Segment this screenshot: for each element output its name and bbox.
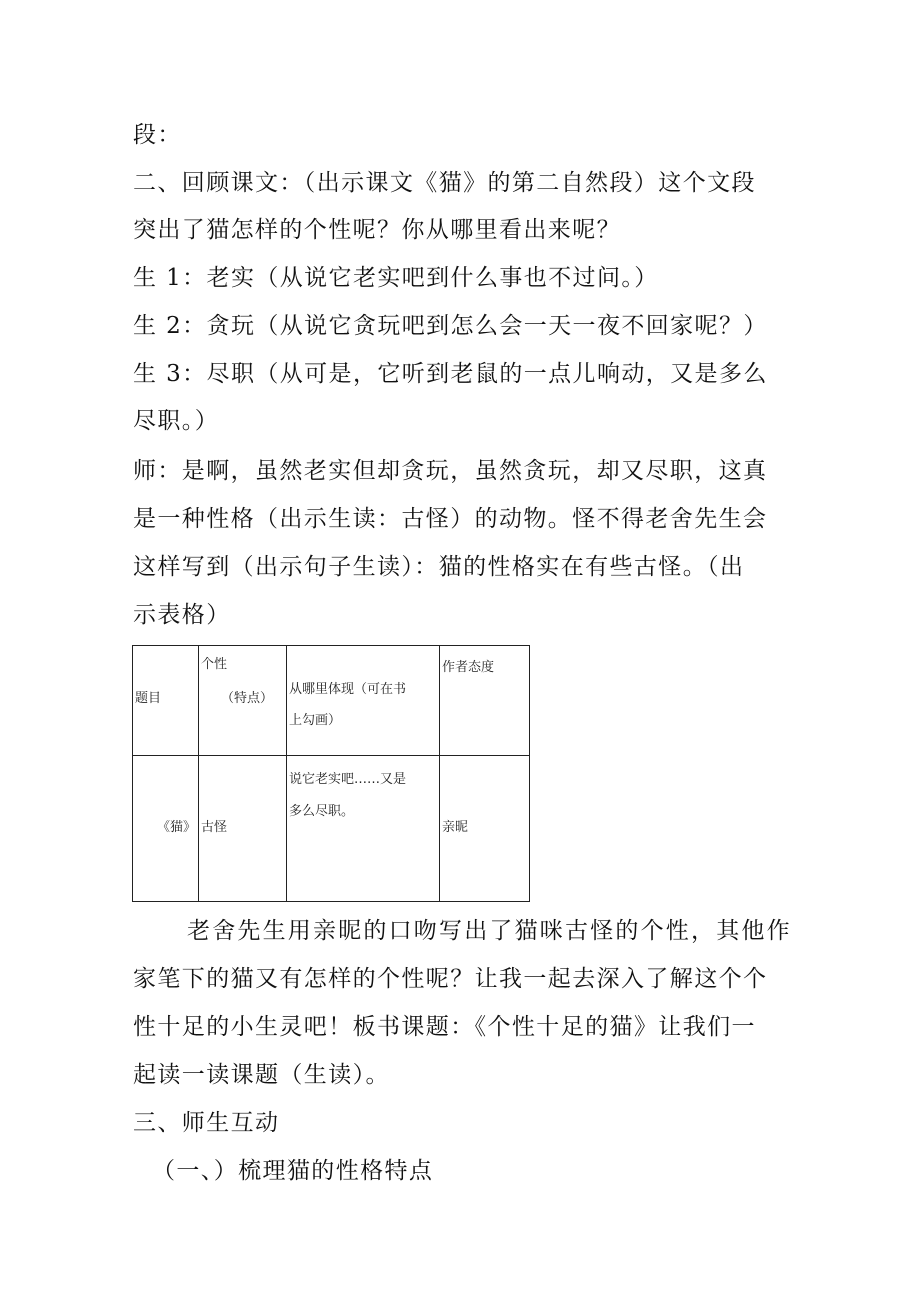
table-header-cell xyxy=(287,646,440,756)
table-cell xyxy=(440,756,530,902)
student-answer-2: 生 2：贪玩（从说它贪玩吧到怎么会一天一夜不回家呢？） xyxy=(133,313,768,339)
header-where-note: 上勾画） xyxy=(289,713,342,728)
paragraph-intro: 老舍先生用亲昵的口吻写出了猫咪古怪的个性，其他作 xyxy=(187,918,792,944)
section-heading-review: 二、回顾课文：（出示课文《猫》的第二自然段）这个文段 xyxy=(133,170,756,196)
table-header-cell xyxy=(199,646,287,756)
text-line: 突出了猫怎样的个性呢？你从哪里看出来呢？ xyxy=(133,217,621,243)
text-line: 示表格） xyxy=(133,602,231,628)
text-line: 是一种性格（出示生读：古怪）的动物。怪不得老舍先生会 xyxy=(133,506,768,532)
header-trait: 个性 xyxy=(201,657,228,672)
header-trait-note: （特点） xyxy=(221,691,274,706)
header-title: 题目 xyxy=(135,691,162,706)
table-header-row xyxy=(133,646,530,756)
cell-trait: 古怪 xyxy=(201,820,228,835)
text-line: 尽职。） xyxy=(133,408,220,434)
table-cell xyxy=(287,756,440,902)
teacher-remark: 师：是啊，虽然老实但却贪玩，虽然贪玩，却又尽职，这真 xyxy=(133,458,768,484)
text-line: 段： xyxy=(133,122,182,148)
cell-title: 《猫》 xyxy=(157,820,197,835)
student-answer-3: 生 3：尽职（从可是，它听到老鼠的一点儿响动，又是多么 xyxy=(133,361,768,387)
table-cell xyxy=(133,756,199,902)
personality-table xyxy=(132,645,530,902)
section-heading-interaction: 三、师生互动 xyxy=(133,1110,280,1136)
table-header-cell xyxy=(133,646,199,756)
text-line: 性十足的小生灵吧！板书课题：《个性十足的猫》让我们一 xyxy=(133,1014,756,1040)
table-cell xyxy=(199,756,287,902)
cell-where: 说它老实吧……又是 xyxy=(289,772,407,787)
cell-attitude: 亲昵 xyxy=(442,820,469,835)
student-answer-1: 生 1：老实（从说它老实吧到什么事也不过问。） xyxy=(133,265,659,291)
header-where: 从哪里体现（可在书 xyxy=(289,682,407,697)
subsection-heading: （一、）梳理猫的性格特点 xyxy=(152,1158,434,1184)
table-header-cell xyxy=(440,646,530,756)
text-line: 这样写到（出示句子生读）：猫的性格实在有些古怪。（出 xyxy=(133,554,745,580)
text-line: 家笔下的猫又有怎样的个性呢？让我一起去深入了解这个个 xyxy=(133,966,768,992)
cell-where-cont: 多么尽职。 xyxy=(289,804,355,819)
table-row xyxy=(133,756,530,902)
text-line: 起读一读课题（生读）。 xyxy=(133,1062,390,1088)
header-attitude: 作者态度 xyxy=(442,660,495,675)
